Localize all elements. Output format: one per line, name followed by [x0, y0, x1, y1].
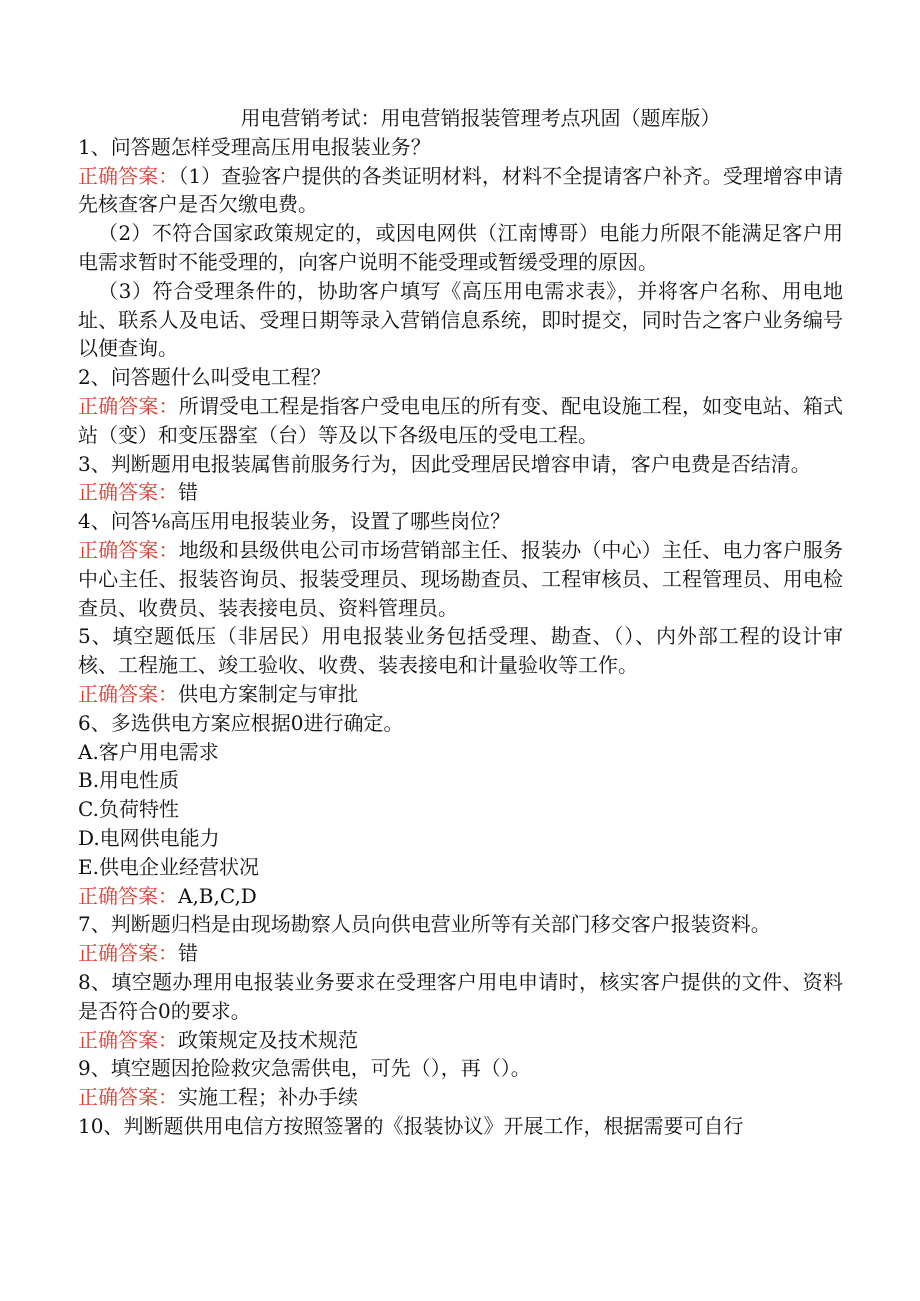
answer-1 — [78, 162, 843, 220]
answer-label: 正确答案： — [78, 883, 178, 908]
option-c: C.负荷特性 — [78, 797, 179, 822]
answer-text: 供电方案制定与审批 — [178, 681, 358, 706]
question-10: 10、判断题供用电信方按照签署的《报装协议》开展工作，根据需要可自行 — [78, 1113, 744, 1138]
question-5: 5、填空题低压（非居民）用电报装业务包括受理、勘查、（）、内外部工程的设计审核、工程施工、竣工验收、收费、装表接电和计量验收等工作。 — [78, 624, 843, 678]
answer-label: 正确答案： — [78, 163, 179, 188]
answer-text: 实施工程；补办手续 — [178, 1085, 358, 1110]
question-8: 8、填空题办理用电报装业务要求在受理客户用电申请时，核实客户提供的文件、资料是否符合0的要求。 — [78, 969, 843, 1023]
answer-label: 正确答案： — [78, 941, 178, 966]
page-title: 用电营销考试：用电营销报装管理考点巩固（题库版） — [240, 106, 721, 130]
answer-text: 地级和县级供电公司市场营销部主任、报装办（中心）主任、电力客户服务中心主任、报装咨询员、报装受理员、现场勘查员、工程审核员、工程管理员、用电检查员、收费员、装表接电员、资料管理员。 — [78, 537, 844, 620]
answer-text: A,B,C,D — [178, 883, 257, 908]
answer-text: 政策规定及技术规范 — [178, 1027, 358, 1052]
question-3: 3、判断题用电报装属售前服务行为，因此受理居民增容申请，客户电费是否结清。 — [78, 451, 811, 476]
option-a: A.客户用电需求 — [78, 739, 219, 764]
question-4: 4、问答⅛高压用电报装业务，设置了哪些岗位？ — [78, 509, 511, 534]
answer-label: 正确答案： — [78, 681, 178, 706]
option-b: B.用电性质 — [78, 768, 180, 793]
question-9: 9、填空题因抢险救灾急需供电，可先（），再（）。 — [78, 1056, 531, 1081]
answer-text: （1）查验客户提供的各类证明材料，材料不全提请客户补齐。受理增容申请先核查客户是否欠缴电费。 — [78, 163, 844, 217]
answer-label: 正确答案： — [78, 537, 179, 562]
answer-3 — [78, 478, 843, 507]
answer-8 — [78, 1026, 843, 1055]
answer-1-part-2: （2）不符合国家政策规定的，或因电网供（江南博哥）电能力所限不能满足客户用电需求暂时不能受理的，向客户说明不能受理或暂缓受理的原因。 — [78, 221, 843, 274]
answer-label: 正确答案： — [78, 1085, 178, 1110]
answer-label: 正确答案： — [78, 1027, 178, 1052]
answer-9 — [78, 1083, 843, 1112]
document-body — [78, 104, 843, 1141]
answer-5 — [78, 680, 843, 709]
question-6: 6、多选供电方案应根据0进行确定。 — [78, 710, 404, 735]
answer-1-part-3: （3）符合受理条件的，协助客户填写《高压用电需求表》，并将客户名称、用电地址、联系人及电话、受理日期等录入营销信息系统，即时提交，同时告之客户业务编号以便查询。 — [78, 278, 843, 361]
answer-label: 正确答案： — [78, 393, 179, 418]
question-1: 1、问答题怎样受理高压用电报装业务？ — [78, 134, 431, 159]
question-2: 2、问答题什么叫受电工程？ — [78, 365, 331, 390]
answer-text: 错 — [178, 480, 198, 505]
answer-7 — [78, 939, 843, 968]
answer-label: 正确答案： — [78, 480, 178, 505]
option-e: E.供电企业经营状况 — [78, 854, 259, 879]
answer-text: 所谓受电工程是指客户受电电压的所有变、配电设施工程，如变电站、箱式站（变）和变压器室（台）等及以下各级电压的受电工程。 — [78, 393, 844, 447]
answer-text: 错 — [178, 941, 198, 966]
question-7: 7、判断题归档是由现场勘察人员向供电营业所等有关部门移交客户报装资料。 — [78, 912, 771, 937]
answer-2 — [78, 392, 843, 450]
answer-4 — [78, 536, 843, 622]
option-d: D.电网供电能力 — [78, 825, 220, 850]
answer-6 — [78, 882, 843, 911]
